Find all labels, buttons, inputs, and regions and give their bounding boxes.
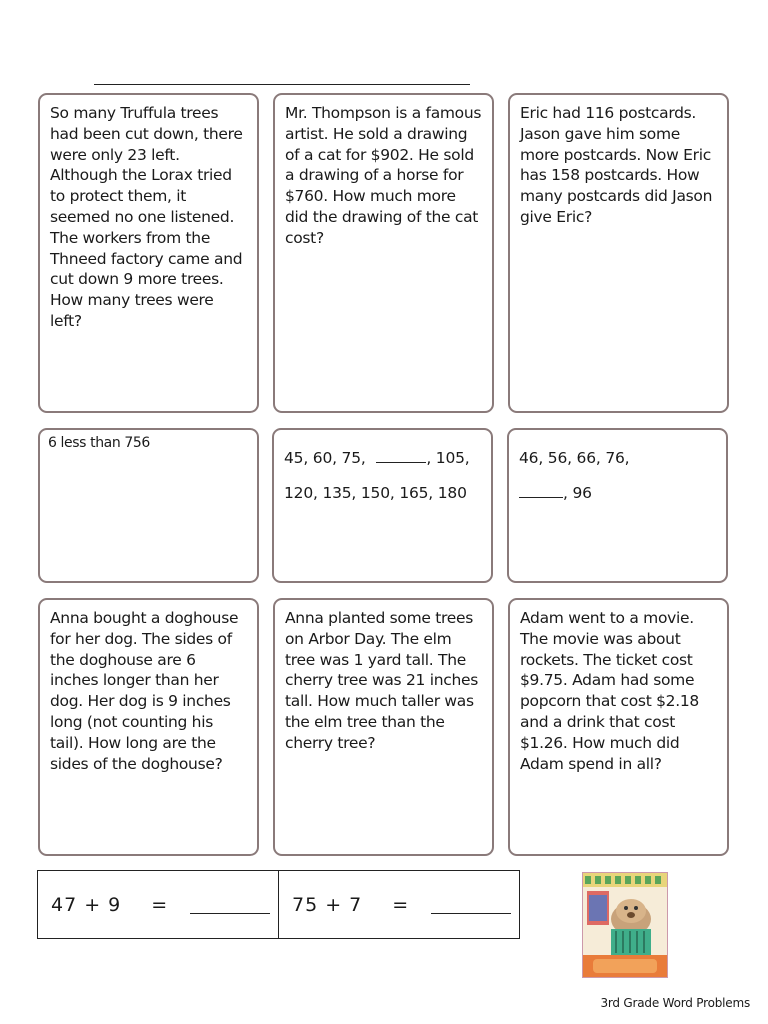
- name-line: [94, 84, 470, 85]
- pattern-card-2: [507, 428, 728, 583]
- pattern-row-2: , 96: [519, 483, 716, 504]
- card-text: Anna bought a doghouse for her dog. The sides of the doghouse are 6 inches longer than her dog. Her dog is 9 inches long (not counting his tail). How long are the sides of the doghouse?: [50, 609, 239, 773]
- word-problem-card-5: [273, 598, 494, 856]
- answer-blank[interactable]: [519, 483, 563, 498]
- equals-sign: =: [151, 893, 169, 916]
- footer-title: 3rd Grade Word Problems: [600, 996, 750, 1010]
- number-sense-card: [38, 428, 259, 583]
- book-illustration: [583, 873, 667, 977]
- card-text: Adam went to a movie. The movie was about rockets. The ticket cost $9.75. Adam had some popcorn that cost $2.18 and a drink that cost $1.26. How much did Adam spend in all?: [520, 609, 699, 773]
- word-problem-card-6: [508, 598, 729, 856]
- pattern-row-1: 45, 60, 75, , 105,: [284, 449, 470, 467]
- pattern-card-1: [272, 428, 493, 583]
- word-problem-card-1: [38, 93, 259, 413]
- answer-blank[interactable]: [376, 448, 426, 463]
- card-text: So many Truffula trees had been cut down, there were only 23 left. Although the Lorax tried to protect them, it seemed no one listened. The workers from the Thneed factory came and cut down 9 more trees. How many trees were left?: [50, 104, 243, 330]
- word-problem-card-4: [38, 598, 259, 856]
- card-text: Mr. Thompson is a famous artist. He sold a drawing of a cat for $902. He sold a drawing of a horse for $760. How much more did the drawing of the cat cost?: [285, 104, 482, 247]
- word-problem-card-3: [508, 93, 729, 413]
- pattern-row-1: 46, 56, 66, 76,: [519, 449, 630, 467]
- equals-sign: =: [392, 893, 410, 916]
- math-expression: 47 + 9: [51, 893, 122, 916]
- card-text: Anna planted some trees on Arbor Day. The elm tree was 1 yard tall. The cherry tree was 21 inches tall. How much taller was the elm tree than the cherry tree?: [285, 609, 478, 752]
- answer-blank[interactable]: [190, 895, 270, 914]
- pattern-row-2: 120, 135, 150, 165, 180: [284, 483, 467, 502]
- answer-blank[interactable]: [431, 895, 511, 914]
- math-expression: 75 + 7: [292, 893, 363, 916]
- card-text: 6 less than 756: [48, 435, 150, 451]
- math-facts-box: [37, 870, 520, 939]
- book-cover-image: [582, 872, 668, 978]
- math-fact-1: [38, 871, 278, 938]
- word-problem-card-2: [273, 93, 494, 413]
- math-fact-2: [278, 871, 519, 938]
- card-text: Eric had 116 postcards. Jason gave him some more postcards. Now Eric has 158 postcards. How many postcards did Jason give Eric?: [520, 104, 713, 226]
